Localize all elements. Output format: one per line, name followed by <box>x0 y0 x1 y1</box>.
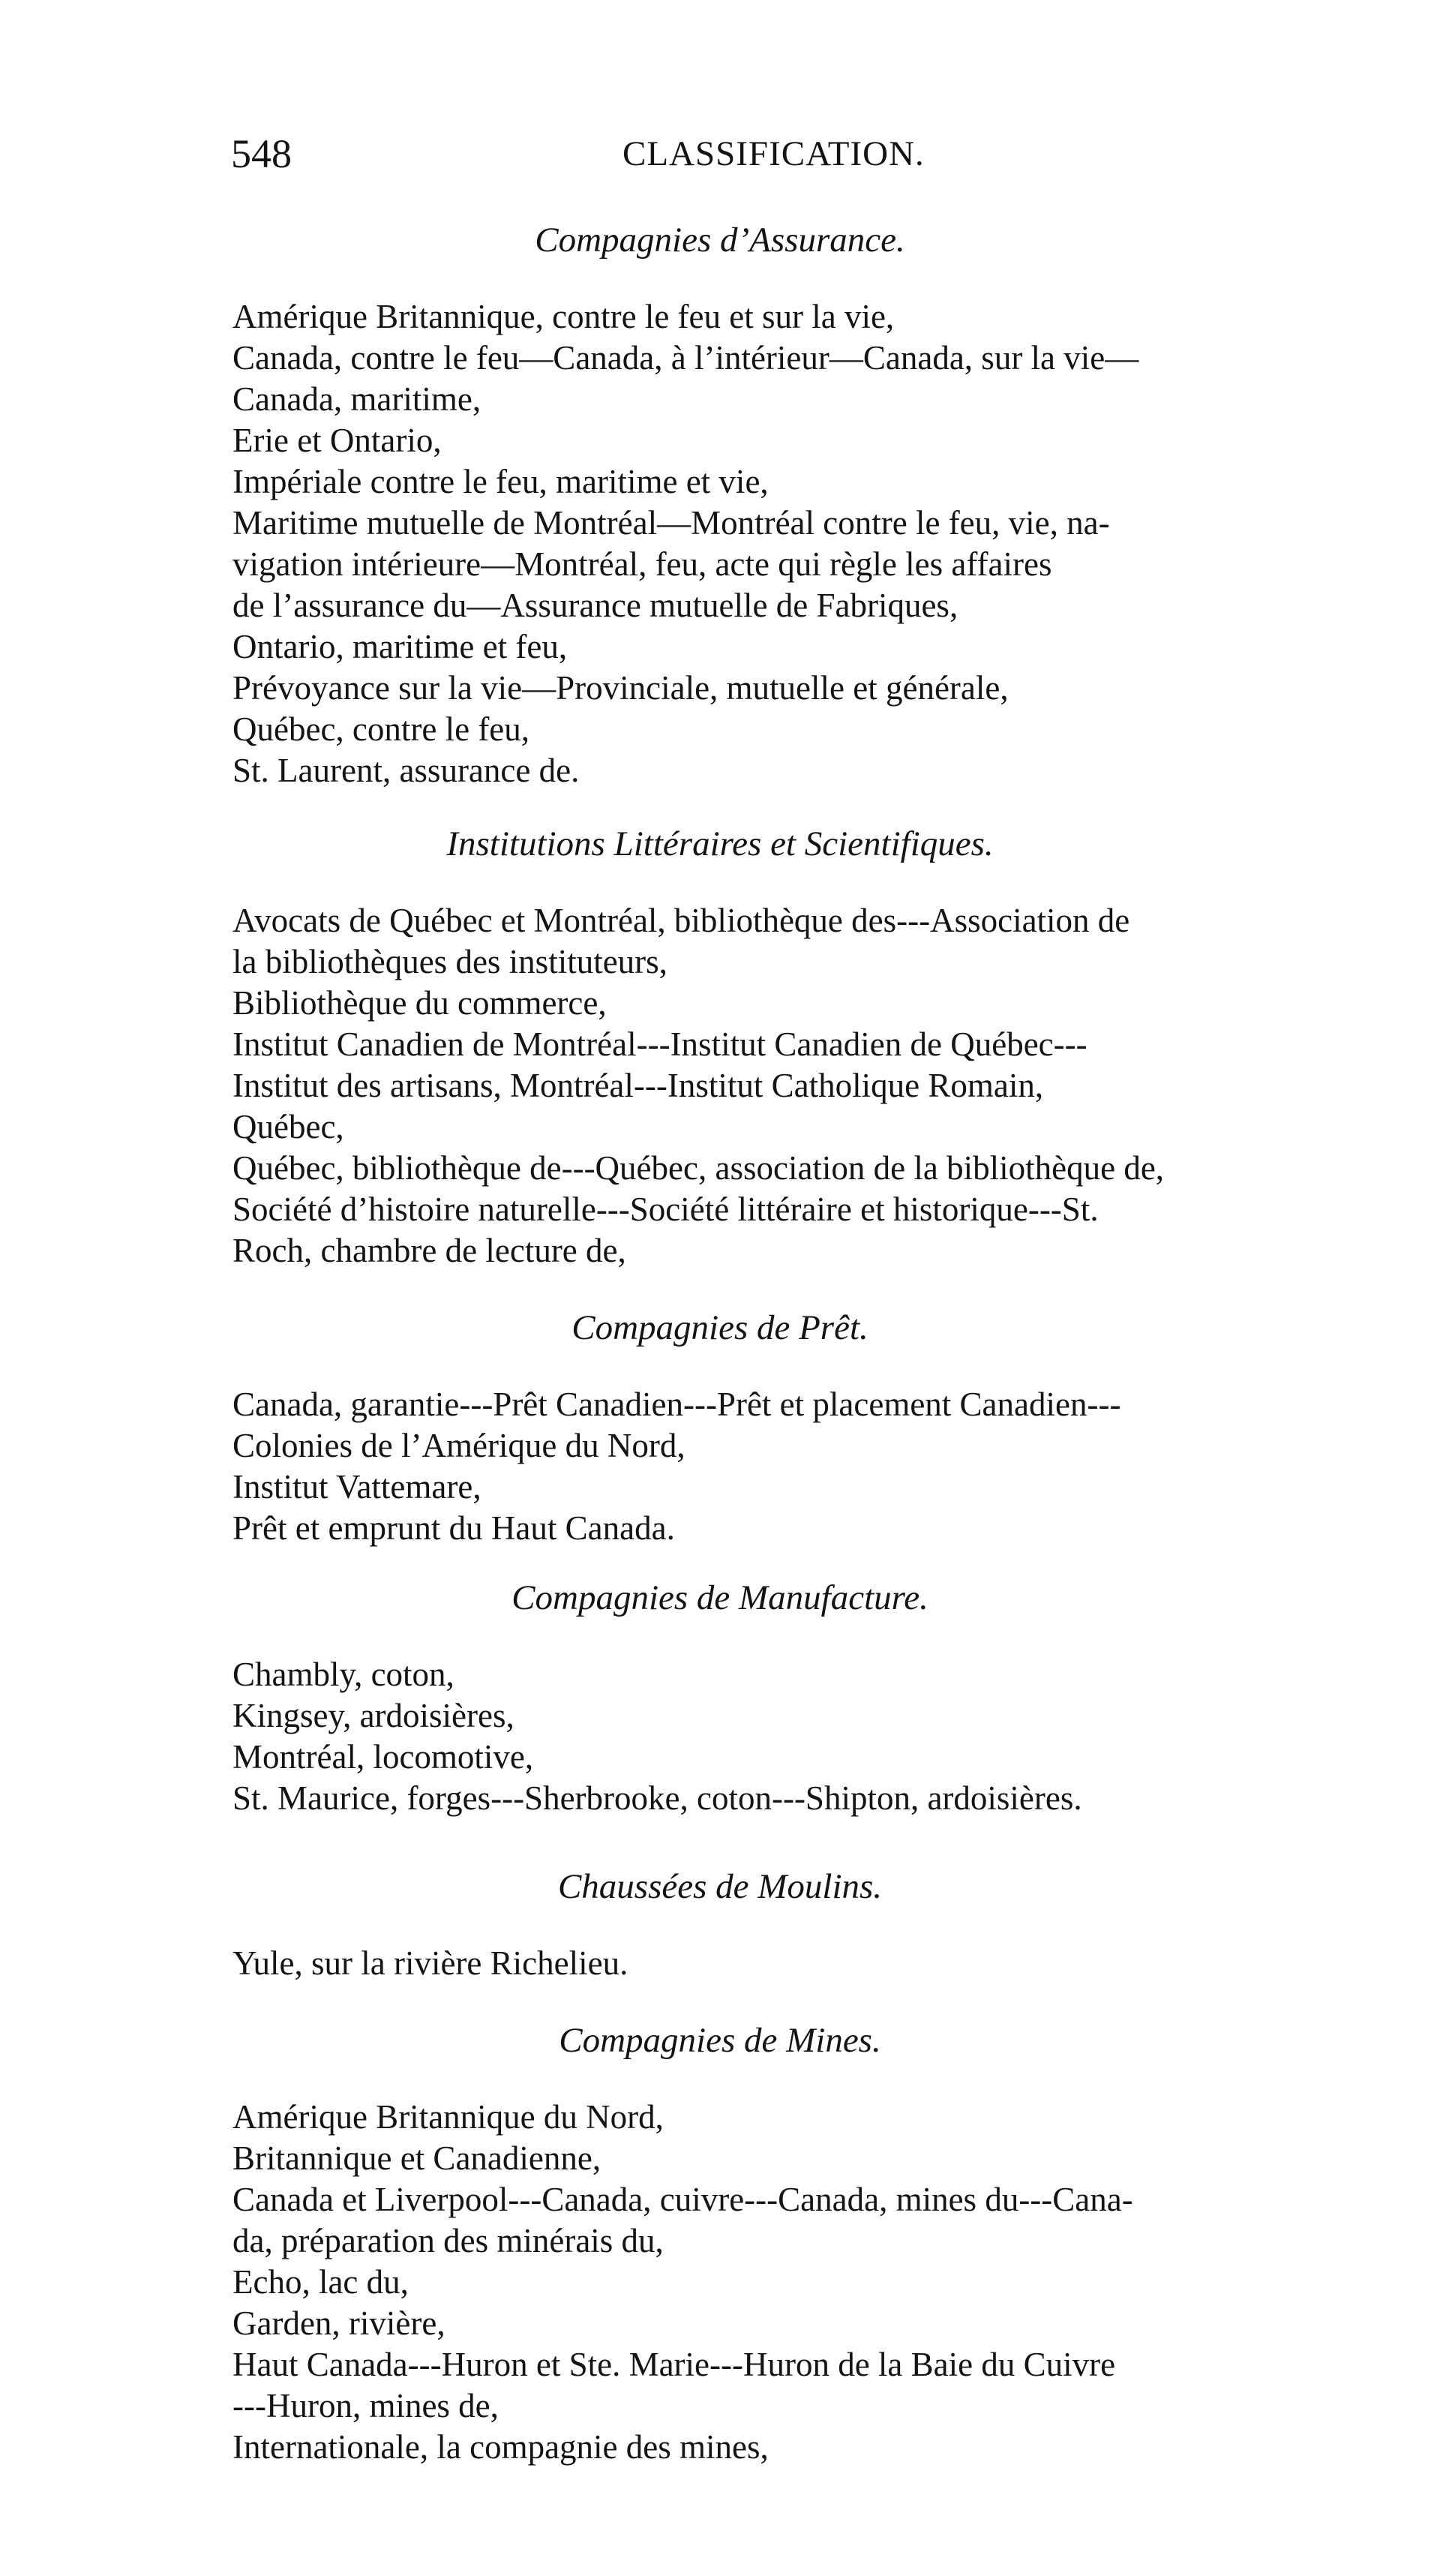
list-item <box>232 1189 1402 1271</box>
section-title: Compagnies d’Assurance. <box>535 221 905 260</box>
entry-line: St. Laurent, assurance de. <box>232 752 580 789</box>
entry-line: Maritime mutuelle de Montréal—Montréal contre le feu, vie, na- <box>232 504 1110 542</box>
list-item <box>232 1654 1402 1695</box>
entry-line: Erie et Ontario, <box>232 422 442 459</box>
list-item <box>232 2262 1402 2303</box>
entry-continuation-line: de l’assurance du—Assurance mutuelle de Fabriques, <box>232 587 958 624</box>
entry-line: Canada, contre le feu—Canada, à l’intérieur—Canada, sur la vie— <box>232 339 1139 377</box>
entry-line: Bibliothèque du commerce, <box>232 984 607 1022</box>
list-item <box>232 2138 1402 2179</box>
list-item <box>232 296 1402 338</box>
list-item <box>232 1737 1402 1778</box>
entry-line: Société d’histoire naturelle---Société littéraire et historique---St. <box>232 1190 1099 1228</box>
entry-line: Québec, contre le feu, <box>232 710 530 748</box>
entry-line: Canada, garantie---Prêt Canadien---Prêt et placement Canadien--- <box>232 1386 1121 1423</box>
entry-line: Kingsey, ardoisières, <box>232 1697 514 1734</box>
list-item <box>232 503 1402 626</box>
list-item <box>232 1778 1402 1819</box>
list-item <box>232 626 1402 668</box>
entry-continuation-line: vigation intérieure—Montréal, feu, acte qui règle les affaires <box>232 545 1052 583</box>
list-item <box>232 900 1402 983</box>
entry-continuation-line: da, préparation des minérais du, <box>232 2222 664 2259</box>
entry-line: Echo, lac du, <box>232 2263 409 2301</box>
list-item <box>232 1695 1402 1737</box>
entry-line: Amérique Britannique du Nord, <box>232 2098 664 2136</box>
entry-line: Institut Vattemare, <box>232 1468 482 1506</box>
section-title: Chaussées de Moulins. <box>557 1867 883 1906</box>
entry-line: Canada et Liverpool---Canada, cuivre---Canada, mines du---Cana- <box>232 2181 1133 2218</box>
page-number: 548 <box>231 131 292 176</box>
section-title: Compagnies de Prêt. <box>572 1308 868 1347</box>
entry-list <box>232 1943 1402 1984</box>
entry-line: Québec, bibliothèque de---Québec, association de la bibliothèque de, <box>232 1149 1165 1187</box>
list-item <box>232 2303 1402 2344</box>
entry-list <box>232 296 1402 791</box>
list-item <box>232 1467 1402 1508</box>
entry-line: Montréal, locomotive, <box>232 1738 534 1776</box>
list-item <box>232 338 1402 420</box>
list-item <box>232 2179 1402 2262</box>
entry-line: Prévoyance sur la vie—Provinciale, mutuelle et générale, <box>232 669 1009 707</box>
entry-line: Garden, rivière, <box>232 2304 446 2342</box>
entry-continuation-line: Québec, <box>232 1108 344 1145</box>
list-item <box>232 2344 1402 2427</box>
entry-line: Britannique et Canadienne, <box>232 2139 602 2177</box>
list-item <box>232 1148 1402 1189</box>
section-title: Institutions Littéraires et Scientifiques. <box>446 824 994 863</box>
list-item <box>232 1384 1402 1467</box>
entry-line: Impériale contre le feu, maritime et vie, <box>232 463 769 500</box>
list-item <box>232 983 1402 1024</box>
entry-line: Haut Canada---Huron et Ste. Marie---Huron de la Baie du Cuivre <box>232 2346 1116 2383</box>
list-item <box>232 709 1402 750</box>
list-item <box>232 2097 1402 2138</box>
list-item <box>232 461 1402 503</box>
entry-list <box>232 2097 1402 2468</box>
list-item <box>232 1508 1402 1549</box>
list-item <box>232 420 1402 461</box>
list-item <box>232 2427 1402 2468</box>
entry-continuation-line: Roch, chambre de lecture de, <box>232 1232 626 1269</box>
entry-line: Internationale, la compagnie des mines, <box>232 2428 769 2466</box>
list-item <box>232 1024 1402 1148</box>
entry-line: Ontario, maritime et feu, <box>232 628 568 665</box>
entry-line: St. Maurice, forges---Sherbrooke, coton---Shipton, ardoisières. <box>232 1779 1082 1817</box>
entry-list <box>232 900 1402 1271</box>
entry-list <box>232 1654 1402 1819</box>
entry-line: Yule, sur la rivière Richelieu. <box>232 1944 628 1982</box>
entry-line: Prêt et emprunt du Haut Canada. <box>232 1509 675 1547</box>
page-header <box>0 124 1440 184</box>
entry-list <box>232 1384 1402 1549</box>
running-head: CLASSIFICATION. <box>622 134 925 173</box>
entry-continuation-line: la bibliothèques des instituteurs, <box>232 943 668 980</box>
list-item <box>232 1943 1402 1984</box>
entry-line: Amérique Britannique, contre le feu et sur la vie, <box>232 298 895 335</box>
list-item <box>232 668 1402 709</box>
entry-continuation-line: Institut des artisans, Montréal---Institut Catholique Romain, <box>232 1067 1044 1104</box>
entry-line: Institut Canadien de Montréal---Institut Canadien de Québec--- <box>232 1025 1088 1063</box>
entry-continuation-line: Colonies de l’Amérique du Nord, <box>232 1427 686 1464</box>
entry-continuation-line: ---Huron, mines de, <box>232 2387 499 2424</box>
entry-continuation-line: Canada, maritime, <box>232 380 482 418</box>
section-title: Compagnies de Mines. <box>559 2021 881 2060</box>
list-item <box>232 750 1402 791</box>
section-title: Compagnies de Manufacture. <box>512 1578 928 1617</box>
entry-line: Avocats de Québec et Montréal, bibliothèque des---Association de <box>232 902 1130 939</box>
entry-line: Chambly, coton, <box>232 1656 454 1693</box>
